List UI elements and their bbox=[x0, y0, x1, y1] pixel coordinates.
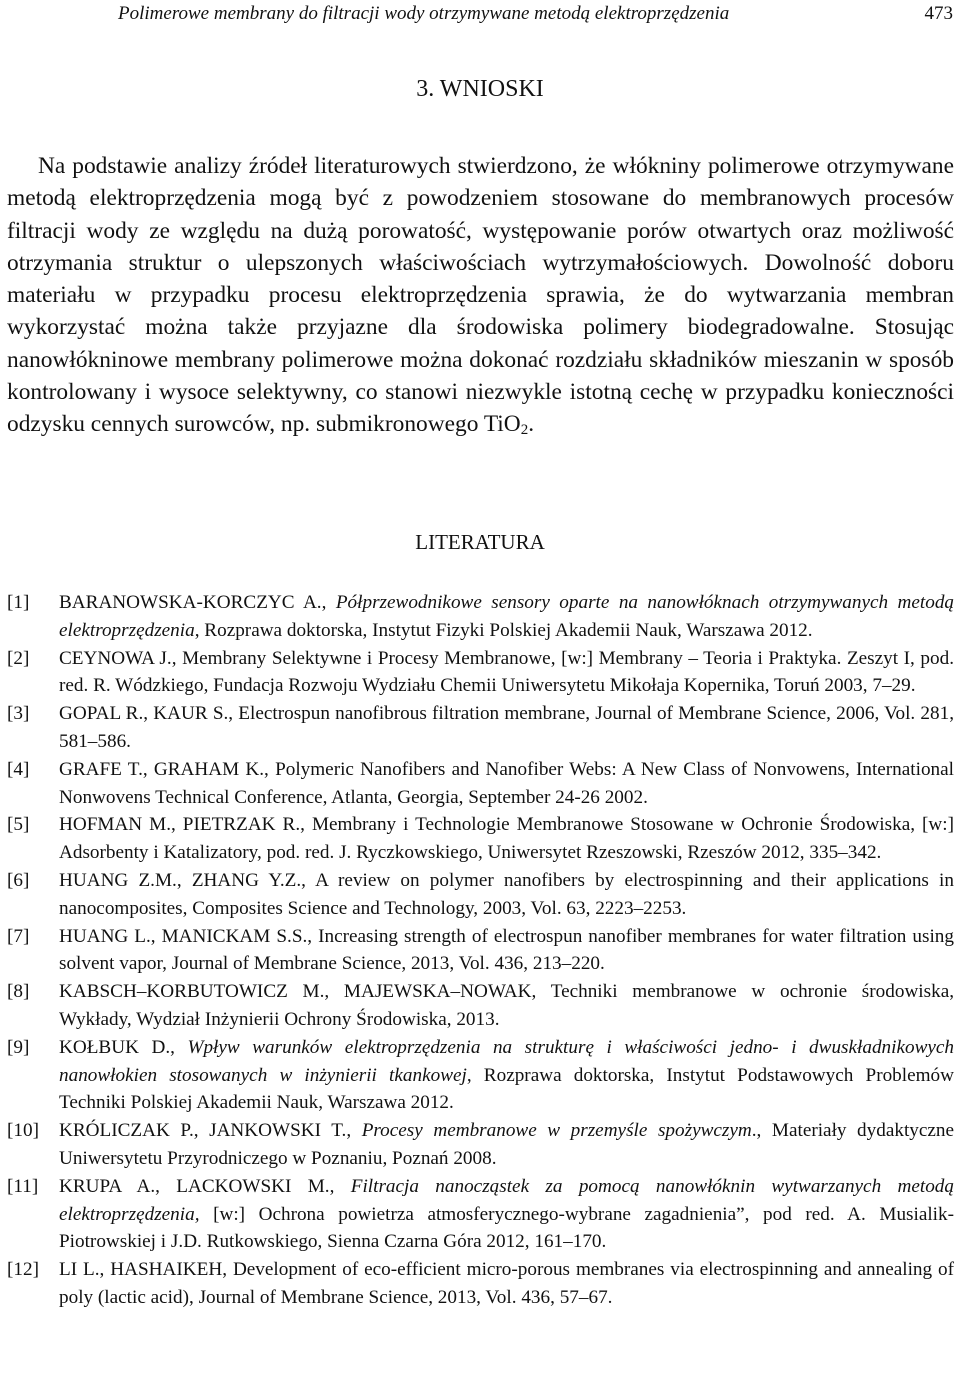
reference-number: [4] bbox=[7, 758, 30, 780]
reference-item bbox=[7, 978, 954, 1034]
reference-item bbox=[7, 811, 954, 867]
reference-authors: KABSCH–KORBUTOWICZ M., MAJEWSKA–NOWAK, bbox=[59, 981, 537, 1003]
conclusions-text: Na podstawie analizy źródeł literaturowych stwierdzono, że włókniny polimerowe otrzymywane metodą elektroprzędzenia mogą być z powodzeniem stosowane do membranowych procesów filtracji wody ze względu na dużą porowatość, występowanie porów otwartych oraz możliwość otrzymania struktur o ulepszonych właściwościach wytrzymałościowych. Dowolność doboru materiału w przypadku procesu elektroprzędzenia sprawia, że do wytwarzania membran wykorzystać można także przyjazne dla środowiska polimery biodegradowalne. Stosując nanowłókninowe membrany polimerowe można dokonać rozdziału składników mieszanin w sposób kontrolowany i wysoce selektywny, co stanowi niezwykle istotną cechę w przypadku konieczności odzysku cennych surowców, np. submikronowego TiO bbox=[7, 153, 954, 438]
reference-number: [8] bbox=[7, 981, 30, 1003]
reference-title: Procesy membranowe w przemyśle spożywczym bbox=[361, 1120, 752, 1142]
reference-number: [3] bbox=[7, 703, 30, 725]
reference-authors: GOPAL R., KAUR S., bbox=[59, 703, 234, 725]
running-header bbox=[118, 0, 953, 28]
reference-details: Membrany Selektywne i Procesy Membranowe, [w:] Membrany – Teoria i Praktyka. Zeszyt I, pod. red. R. Wódzkiego, Fundacja Rozwoju Wydziału Chemii Uniwersytetu Mikołaja Kopernika, Toruń 2003, 7–29. bbox=[59, 647, 954, 697]
reference-item bbox=[7, 756, 954, 812]
reference-item bbox=[7, 867, 954, 923]
reference-details: A review on polymer nanofibers by electrospinning and their applications in nanocomposites, Composites Science and Technology, 2003, Vol. 63, 2223–2253. bbox=[59, 869, 954, 919]
reference-authors: GRAFE T., GRAHAM K., bbox=[59, 758, 269, 780]
reference-details: Techniki membranowe w ochronie środowiska, Wykłady, Wydział Inżynierii Ochrony Środowiska, 2013. bbox=[59, 981, 955, 1030]
reference-item bbox=[7, 645, 954, 701]
reference-number: [11] bbox=[7, 1175, 39, 1197]
reference-authors: CEYNOWA J., bbox=[59, 647, 177, 669]
reference-item bbox=[7, 923, 954, 979]
reference-authors: BARANOWSKA-KORCZYC A., bbox=[59, 592, 327, 613]
reference-details: , Rozprawa doktorska, Instytut Podstawowych Problemów Techniki Polskiej Akademii Nauk, Warszawa 2012. bbox=[59, 1064, 954, 1114]
section-heading-literature: LITERATURA bbox=[415, 530, 545, 554]
reference-number: [5] bbox=[7, 814, 30, 836]
reference-authors: LI L., HASHAIKEH, bbox=[59, 1259, 227, 1281]
reference-details: Increasing strength of electrospun nanofiber membranes for water filtration using solvent vapor, Journal of Membrane Science, 2013, Vol. 436, 213–220. bbox=[59, 925, 954, 975]
reference-item bbox=[7, 1117, 954, 1173]
running-title: Polimerowe membrany do filtracji wody otrzymywane metodą elektroprzędzenia bbox=[118, 3, 730, 24]
reference-details: [w:] Ochrona powietrza atmosferycznego-wybrane zagadnienia”, pod red. A. Musialik-Piotrowskiej i J.D. Rutkowskiego, Sienna Czarna Góra 2012, 161–170. bbox=[59, 1203, 954, 1253]
reference-authors: KRÓLICZAK P., JANKOWSKI T., bbox=[59, 1120, 352, 1142]
conclusions-subscript: 2 bbox=[520, 422, 529, 439]
section-heading-conclusions: 3. WNIOSKI bbox=[416, 76, 544, 102]
reference-number: [7] bbox=[7, 925, 30, 947]
reference-title: Półprzewodnikowe sensory oparte na nanowłóknach otrzymywanych metodą elektroprzędzenia bbox=[59, 592, 955, 641]
reference-authors: KRUPA A., LACKOWSKI M., bbox=[59, 1175, 335, 1197]
reference-details: Membrany i Technologie Membranowe Stosowane w Ochronie Środowiska, [w:] Adsorbenty i Katalizatory, pod. red. J. Ryczkowskiego, Uniwersytet Rzeszowski, Rzeszów 2012, 335–342. bbox=[59, 814, 954, 864]
reference-details: , Rozprawa doktorska, Instytut Fizyki Polskiej Akademii Nauk, Warszawa 2012. bbox=[194, 619, 813, 641]
reference-number: [12] bbox=[7, 1259, 39, 1281]
reference-details: Development of eco-efficient micro-porous membranes via electrospinning and annealing of poly (lactic acid), Journal of Membrane Science, 2013, Vol. 436, 57–67. bbox=[59, 1259, 955, 1308]
reference-list bbox=[7, 589, 954, 1312]
reference-item bbox=[7, 1173, 954, 1256]
reference-item bbox=[7, 1256, 954, 1312]
reference-authors: HUANG Z.M., ZHANG Y.Z., bbox=[59, 869, 306, 891]
reference-authors: HOFMAN M., PIETRZAK R., bbox=[59, 814, 305, 836]
reference-number: [9] bbox=[7, 1036, 30, 1058]
reference-title: Filtracja nanocząstek za pomocą nanowłóknin wytwarzanych metodą elektroprzędzenia, bbox=[59, 1175, 954, 1225]
reference-title: Wpływ warunków elektroprzędzenia na strukturę i właściwości jedno- i dwuskładnikowych nanowłokien stosowanych w inżynierii tkankowej bbox=[59, 1036, 955, 1086]
reference-authors: KOŁBUK D., bbox=[59, 1036, 175, 1058]
reference-item bbox=[7, 1034, 954, 1117]
reference-details: Polymeric Nanofibers and Nanofiber Webs: A New Class of Nonvowens, International Nonwovens Technical Conference, Atlanta, Georgia, September 24-26 2002. bbox=[59, 758, 954, 808]
reference-item bbox=[7, 589, 954, 645]
reference-item bbox=[7, 700, 954, 756]
conclusions-paragraph bbox=[7, 150, 954, 441]
reference-details: ., Materiały dydaktyczne Uniwersytetu Przyrodniczego w Poznaniu, Poznań 2008. bbox=[59, 1120, 955, 1169]
reference-number: [10] bbox=[7, 1120, 39, 1142]
reference-number: [6] bbox=[7, 869, 30, 891]
page-number: 473 bbox=[924, 3, 953, 24]
reference-number: [2] bbox=[7, 647, 30, 669]
reference-number: [1] bbox=[7, 592, 30, 613]
reference-authors: HUANG L., MANICKAM S.S., bbox=[59, 925, 313, 947]
reference-details: Electrospun nanofibrous filtration membrane, Journal of Membrane Science, 2006, Vol. 281, 581–586. bbox=[59, 703, 954, 752]
conclusions-text-end: . bbox=[528, 411, 535, 438]
